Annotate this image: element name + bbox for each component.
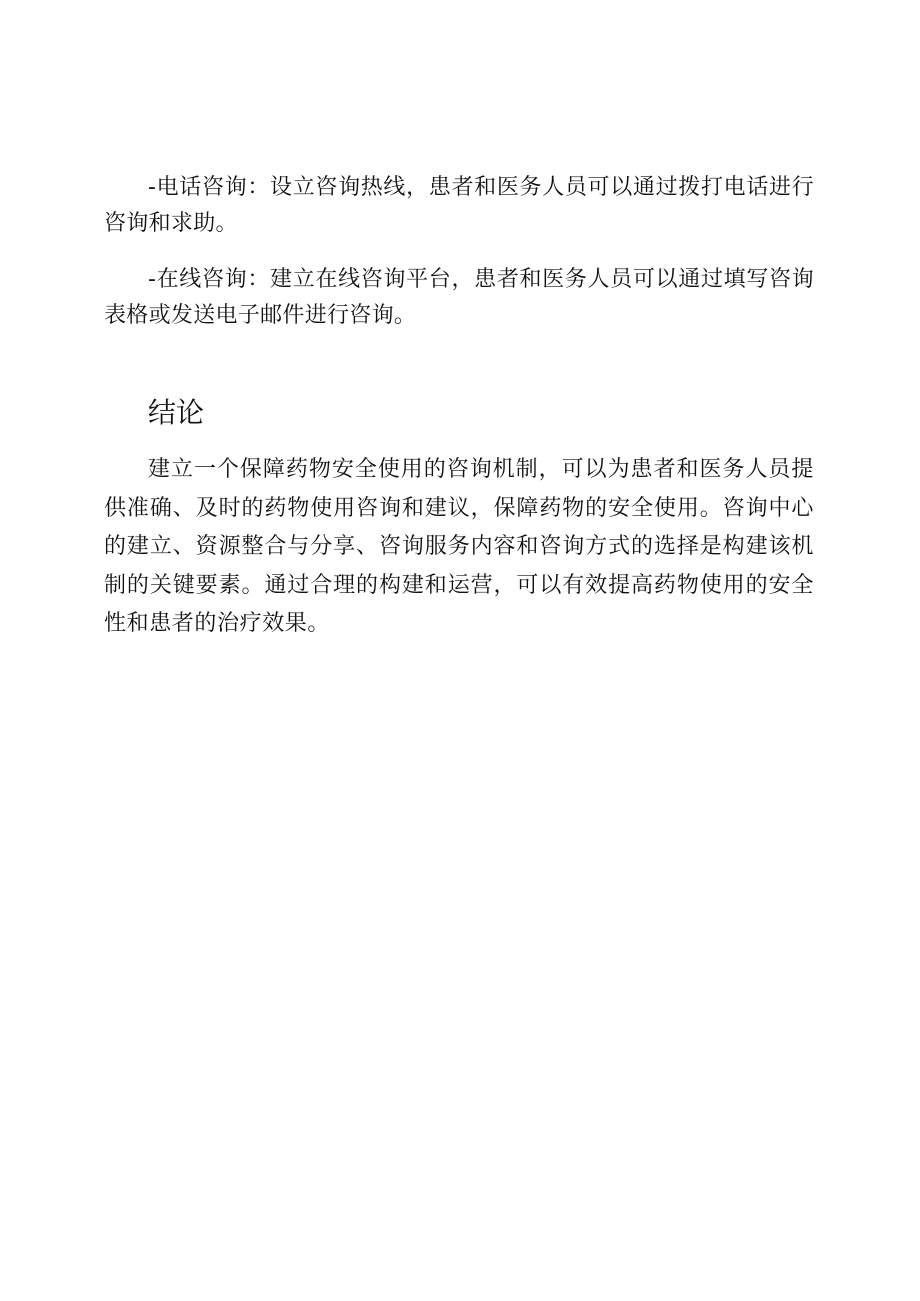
conclusion-paragraph: 建立一个保障药物安全使用的咨询机制，可以为患者和医务人员提供准确、及时的药物使用咨询和建议，保障药物的安全使用。咨询中心的建立、资源整合与分享、咨询服务内容和咨询方式的选择是构建该机制的关键要素。通过合理的构建和运营，可以有效提高药物使用的安全性和患者的治疗效果。 — [104, 457, 814, 636]
conclusion-heading: 结论 — [148, 396, 205, 429]
online-consultation-paragraph: -在线咨询：建立在线咨询平台，患者和医务人员可以通过填写咨询表格或发送电子邮件进行咨询。 — [104, 267, 814, 328]
phone-consultation-paragraph: -电话咨询：设立咨询热线，患者和医务人员可以通过拨打电话进行咨询和求助。 — [104, 175, 814, 236]
